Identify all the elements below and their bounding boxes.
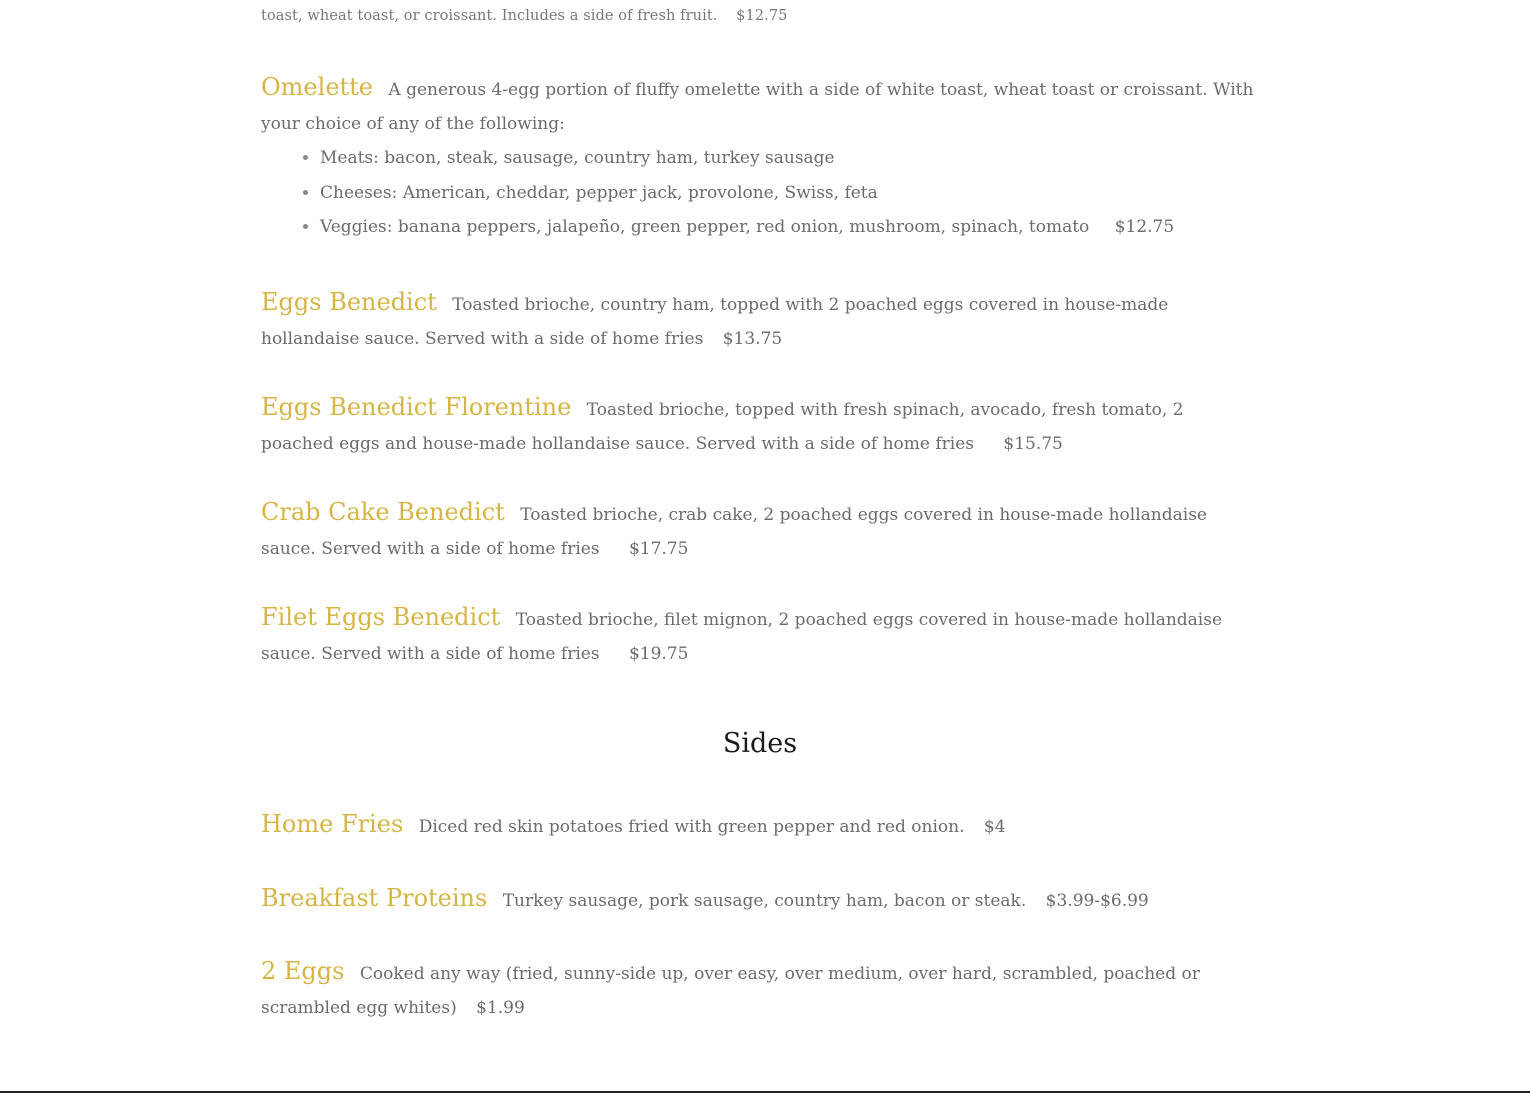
menu-item-2-eggs bbox=[261, 954, 1261, 1025]
item-name: 2 Eggs bbox=[261, 957, 345, 985]
item-price: $13.75 bbox=[722, 329, 783, 349]
menu-item-breakfast-proteins bbox=[261, 881, 1261, 918]
item-price: $4 bbox=[983, 817, 1006, 837]
item-name: Eggs Benedict Florentine bbox=[261, 393, 572, 421]
menu-item-crab-cake-benedict bbox=[261, 495, 1261, 566]
item-description: Turkey sausage, pork sausage, country ham, bacon or steak. bbox=[502, 891, 1027, 911]
menu-item-eggs-benedict-florentine bbox=[261, 390, 1261, 461]
menu-item-omelette bbox=[261, 70, 1261, 141]
previous-item-price: $12.75 bbox=[736, 8, 788, 24]
item-description: A generous 4-egg portion of fluffy omelette with a side of white toast, wheat toast or croissant. With your choice of any of the following: bbox=[261, 80, 1254, 134]
item-description: Diced red skin potatoes fried with green pepper and red onion. bbox=[418, 817, 965, 837]
omelette-options-list bbox=[261, 141, 1174, 245]
item-price: $3.99-$6.99 bbox=[1045, 891, 1149, 911]
previous-item-description bbox=[261, 8, 788, 24]
item-description: Toasted brioche, country ham, topped with 2 poached eggs covered in house-made hollandaise sauce. Served with a side of home fries bbox=[261, 295, 1169, 349]
item-name: Filet Eggs Benedict bbox=[261, 603, 501, 631]
menu-item-eggs-benedict bbox=[261, 285, 1261, 356]
item-description: Toasted brioche, crab cake, 2 poached eggs covered in house-made hollandaise sauce. Served with a side of home fries bbox=[261, 505, 1207, 559]
section-title-sides: Sides bbox=[722, 728, 798, 759]
item-name: Home Fries bbox=[261, 810, 404, 838]
item-description: Toasted brioche, topped with fresh spinach, avocado, fresh tomato, 2 poached eggs and house-made hollandaise sauce. Served with a side of home fries bbox=[261, 400, 1184, 454]
item-name: Omelette bbox=[261, 73, 374, 101]
menu-item-filet-eggs-benedict bbox=[261, 600, 1261, 671]
item-price: $19.75 bbox=[628, 644, 689, 664]
item-price: $15.75 bbox=[1003, 434, 1063, 454]
menu-item-home-fries bbox=[261, 807, 1261, 844]
option-label: Veggies: banana peppers, jalapeño, green pepper, red onion, mushroom, spinach, tomato bbox=[320, 217, 1090, 237]
list-item bbox=[320, 141, 1174, 176]
previous-item-text: toast, wheat toast, or croissant. Includes a side of fresh fruit. bbox=[261, 8, 718, 24]
list-item bbox=[320, 210, 1174, 245]
option-label: Cheeses: American, cheddar, pepper jack, provolone, Swiss, feta bbox=[320, 182, 878, 203]
item-name: Crab Cake Benedict bbox=[261, 498, 505, 526]
item-price: $1.99 bbox=[476, 998, 525, 1018]
item-price: $17.75 bbox=[628, 539, 689, 559]
option-label: Meats: bacon, steak, sausage, country ham, turkey sausage bbox=[320, 148, 835, 168]
item-name: Breakfast Proteins bbox=[261, 884, 488, 912]
item-description: Cooked any way (fried, sunny-side up, over easy, over medium, over hard, scrambled, poached or scrambled egg whites) bbox=[261, 964, 1200, 1018]
item-price: $12.75 bbox=[1114, 217, 1175, 237]
item-name: Eggs Benedict bbox=[261, 288, 437, 316]
item-description: Toasted brioche, filet mignon, 2 poached eggs covered in house-made hollandaise sauce. Served with a side of home fries bbox=[261, 610, 1223, 664]
list-item bbox=[320, 176, 1174, 211]
